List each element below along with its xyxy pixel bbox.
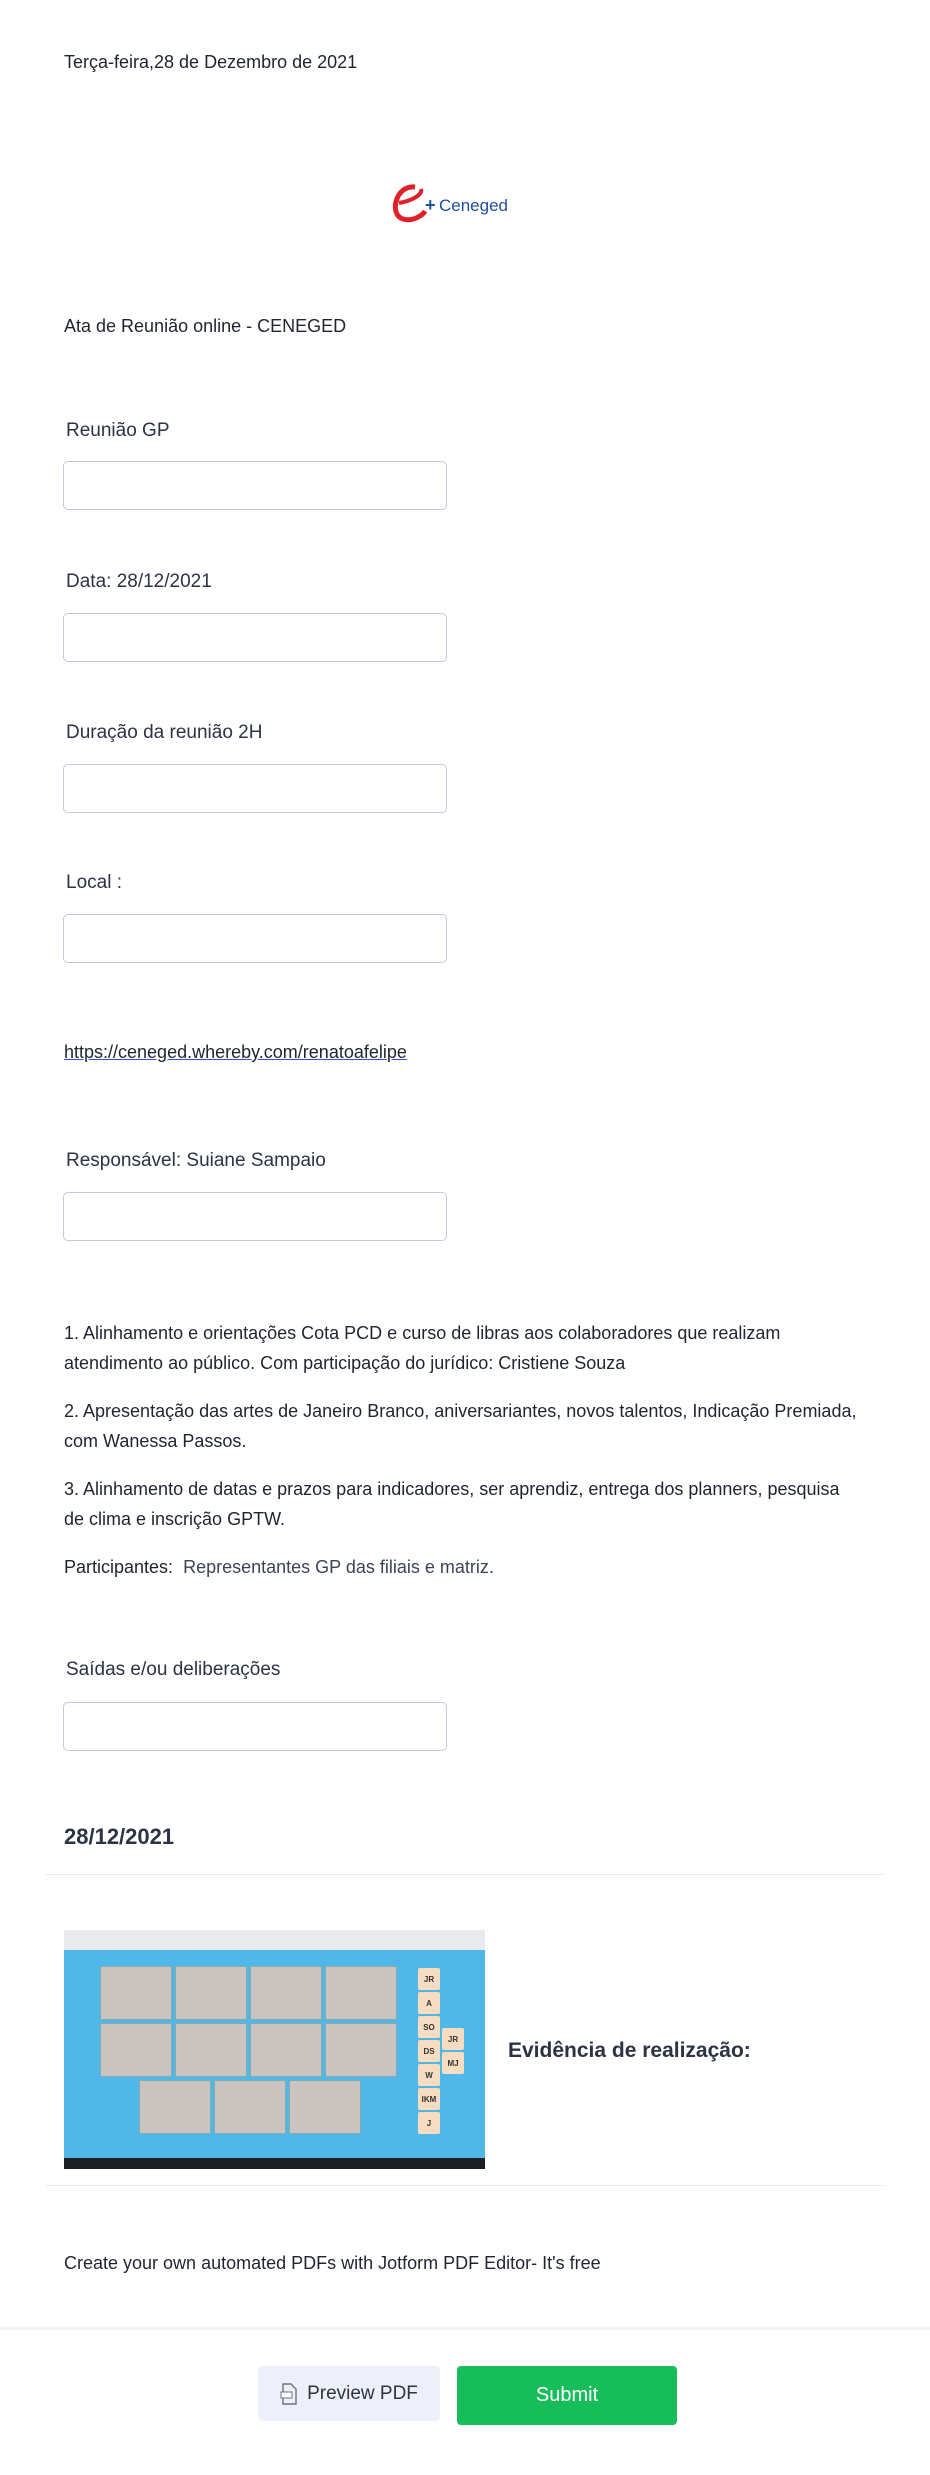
divider — [46, 1874, 884, 1875]
svg-text:Ceneged: Ceneged — [439, 196, 509, 215]
field-label-saidas: Saídas e/ou deliberações — [66, 1659, 281, 1680]
participant-chip: W — [418, 2064, 440, 2086]
taskbar — [64, 2158, 485, 2169]
field-label-duracao: Duração da reunião 2H — [66, 722, 263, 743]
participant-chip: JR — [418, 1968, 440, 1990]
evidence-label: Evidência de realização: — [508, 2039, 751, 2062]
participants — [64, 1552, 864, 1582]
duracao-input[interactable] — [63, 764, 447, 813]
evidence-screenshot — [64, 1930, 485, 2169]
field-label-responsavel: Responsável: Suiane Sampaio — [66, 1150, 326, 1171]
footer-divider — [0, 2327, 930, 2330]
form-title: Ata de Reunião online - CENEGED — [64, 316, 347, 336]
browser-chrome — [64, 1930, 485, 1950]
participant-chip: A — [418, 1992, 440, 2014]
meeting-link[interactable]: https://ceneged.whereby.com/renatoafelipe — [64, 1042, 407, 1062]
ceneged-logo — [385, 175, 545, 235]
participant-chip: DS — [418, 2040, 440, 2062]
agenda-item-3: 3. Alinhamento de datas e prazos para indicadores, ser aprendiz, entrega dos planners, pesquisa de clima e inscrição GPTW. — [64, 1479, 840, 1529]
participant-chip: JR — [442, 2028, 464, 2050]
header-date: Terça-feira,28 de Dezembro de 2021 — [64, 52, 358, 72]
participant-chip: SO — [418, 2016, 440, 2038]
participant-chip: MJ — [442, 2052, 464, 2074]
submit-button[interactable]: Submit — [457, 2366, 677, 2425]
participant-chip: J — [418, 2112, 440, 2134]
date-heading: 28/12/2021 — [64, 1824, 175, 1849]
pdf-file-icon — [280, 2383, 298, 2405]
agenda-item-2: 2. Apresentação das artes de Janeiro Branco, aniversariantes, novos talentos, Indicação Premiada, com Wanessa Passos. — [64, 1401, 857, 1451]
promo-text: Create your own automated PDFs with Jotform PDF Editor- It's free — [64, 2253, 601, 2273]
preview-pdf-button[interactable] — [258, 2366, 440, 2421]
reuniao-input[interactable] — [63, 461, 447, 510]
saidas-input[interactable] — [63, 1702, 447, 1751]
data-input[interactable] — [63, 613, 447, 662]
participants-label: Participantes: — [64, 1557, 174, 1577]
field-label-reuniao: Reunião GP — [66, 420, 170, 441]
field-label-data: Data: 28/12/2021 — [66, 571, 212, 592]
agenda-item-1: 1. Alinhamento e orientações Cota PCD e curso de libras aos colaboradores que realizam atendimento ao público. Com participação do jurídico: Cristiene Souza — [64, 1323, 781, 1373]
field-label-local: Local : — [66, 872, 122, 893]
responsavel-input[interactable] — [63, 1192, 447, 1241]
participant-chip: IKM — [418, 2088, 440, 2110]
divider — [46, 2185, 884, 2186]
participants-value: Representantes GP das filiais e matriz. — [183, 1557, 494, 1577]
local-input[interactable] — [63, 914, 447, 963]
svg-text:+: + — [425, 195, 436, 215]
preview-pdf-label: Preview PDF — [307, 2382, 418, 2404]
